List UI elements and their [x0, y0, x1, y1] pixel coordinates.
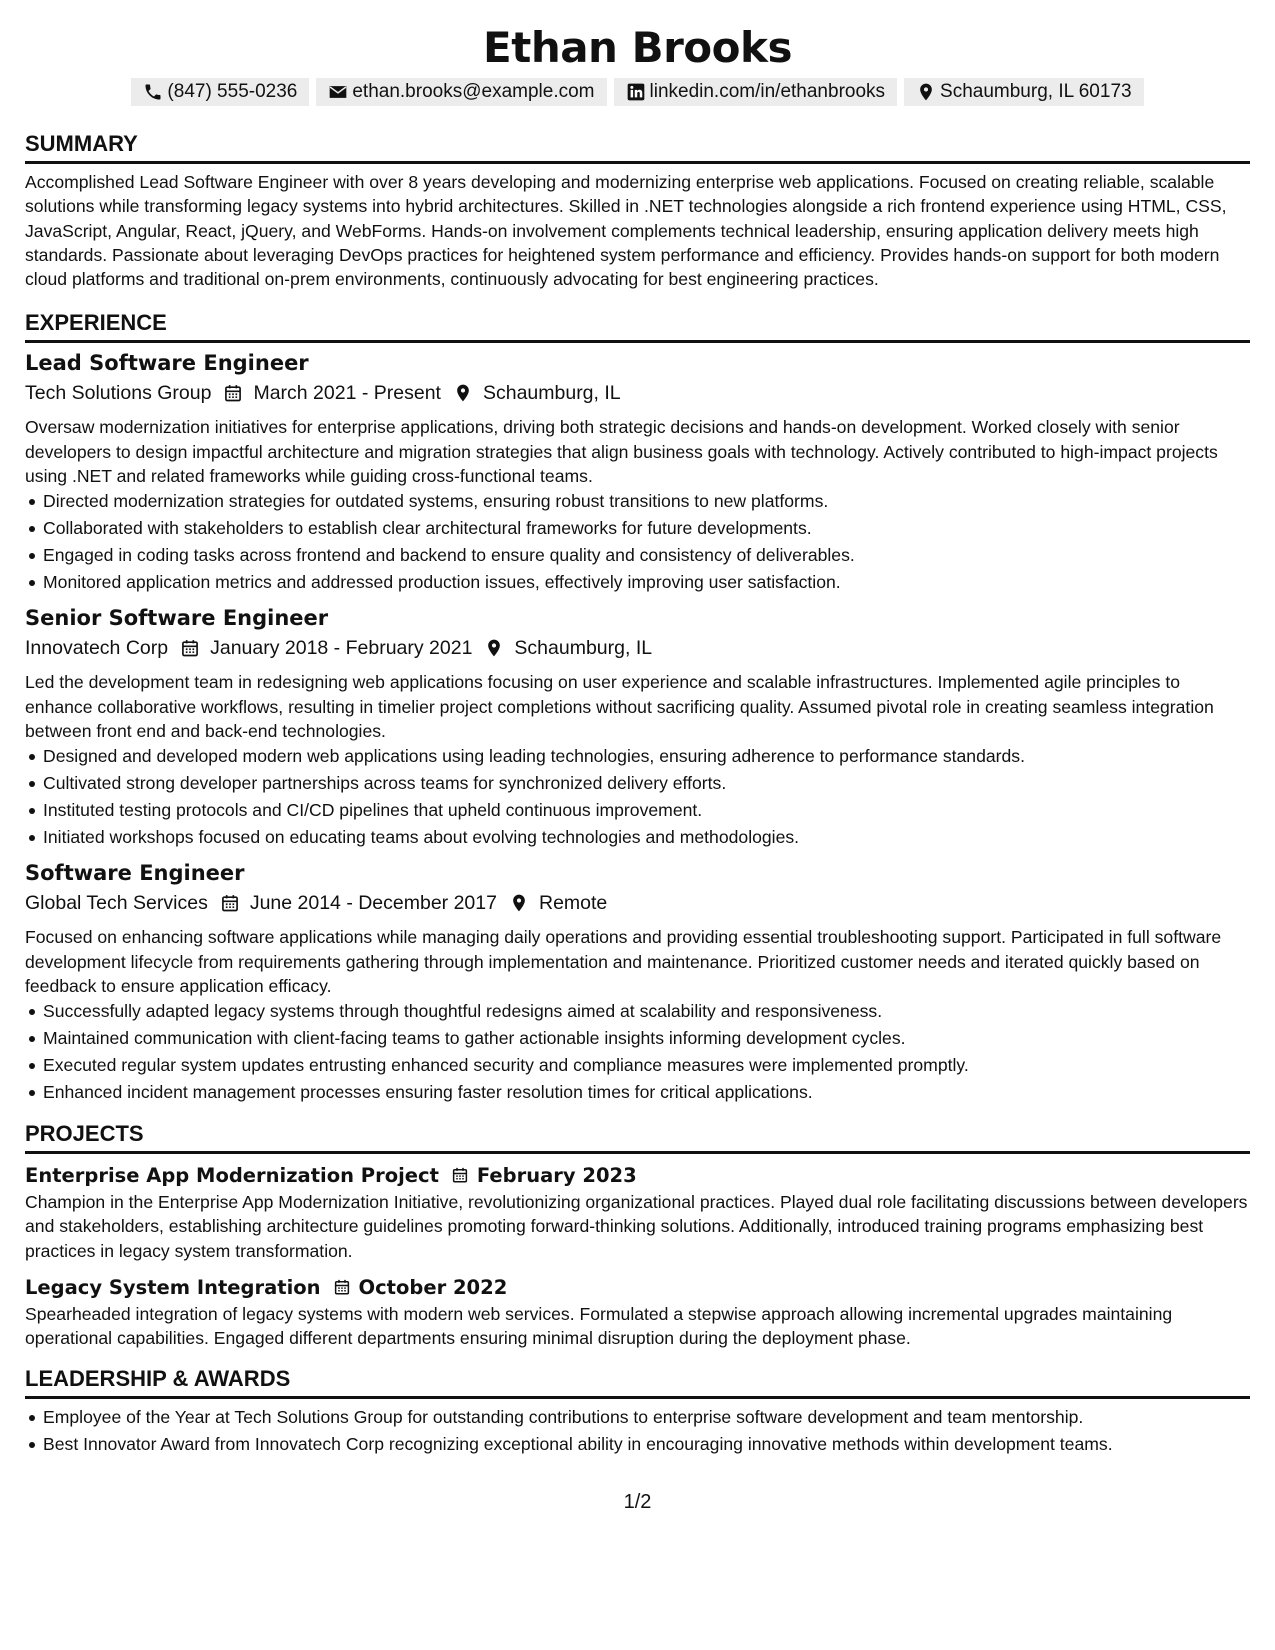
location-text: Schaumburg, IL 60173 [940, 81, 1132, 102]
project-title: Enterprise App Modernization Project [25, 1163, 439, 1187]
list-item: Cultivated strong developer partnerships across teams for synchronized delivery efforts. [43, 770, 1250, 797]
job-bullets [25, 998, 1250, 1106]
job-entry [25, 858, 1250, 1106]
job-title: Senior Software Engineer [25, 606, 329, 631]
leadership-section [25, 1365, 1250, 1458]
project-header [25, 1273, 1250, 1301]
job-title: Software Engineer [25, 861, 245, 886]
list-item: Employee of the Year at Tech Solutions Group for outstanding contributions to enterprise software development and team mentorship. [43, 1404, 1250, 1431]
experience-section [25, 309, 1250, 1106]
job-location: Schaumburg, IL [514, 637, 653, 660]
calendar-icon [223, 383, 243, 403]
job-company: Global Tech Services [25, 892, 208, 915]
list-item: Engaged in coding tasks across frontend and backend to ensure quality and consistency of deliverables. [43, 542, 1250, 569]
project-entry [25, 1273, 1250, 1351]
calendar-icon [333, 1278, 351, 1296]
section-divider [25, 340, 1250, 343]
contact-bar [25, 78, 1250, 106]
email-text: ethan.brooks@example.com [352, 81, 595, 102]
summary-section [25, 130, 1250, 291]
job-description: Led the development team in redesigning web applications focusing on user experience and scalable infrastructures. Implemented agile principles to enhance collaborative workflows, resulting in timelier project completions without sacrificing quality. Assumed pivotal role in creating seamless integration between front end and back-end technologies. [25, 672, 1214, 741]
project-description: Spearheaded integration of legacy systems with modern web services. Formulated a stepwise approach allowing incremental upgrades maintaining operational capabilities. Engaged different departments ensuring minimal disruption during the deployment phase. [25, 1304, 1173, 1349]
job-bullets [25, 743, 1250, 851]
calendar-icon [451, 1166, 469, 1184]
job-meta [25, 378, 1250, 408]
list-item: Executed regular system updates entrusting enhanced security and compliance measures were implemented promptly. [43, 1052, 1250, 1079]
job-title: Lead Software Engineer [25, 351, 309, 376]
list-item: Best Innovator Award from Innovatech Corp recognizing exceptional ability in encouraging innovative methods within development teams. [43, 1431, 1250, 1458]
map-pin-icon [509, 893, 529, 913]
summary-text: Accomplished Lead Software Engineer with over 8 years developing and modernizing enterprise web applications. Focused on creating reliable, scalable solutions while transforming legacy systems into hybrid architectures. Skilled in .NET technologies alongside a rich frontend experience using HTML, CSS, JavaScript, Angular, React, jQuery, and WebForms. Hands-on involvement complements technical leadership, ensuring application delivery meets high standards. Passionate about leveraging DevOps practices for heightened system performance and efficiency. Provides hands-on support for both modern cloud platforms and traditional on-prem environments, continuously advocating for best engineering practices. [25, 172, 1227, 290]
list-item: Initiated workshops focused on educating teams about evolving technologies and methodologies. [43, 824, 1250, 851]
list-item: Directed modernization strategies for outdated systems, ensuring robust transitions to new platforms. [43, 488, 1250, 515]
list-item: Maintained communication with client-facing teams to gather actionable insights informing development cycles. [43, 1025, 1250, 1052]
calendar-icon [220, 893, 240, 913]
list-item: Instituted testing protocols and CI/CD pipelines that upheld continuous improvement. [43, 797, 1250, 824]
job-company: Tech Solutions Group [25, 382, 212, 405]
project-title: Legacy System Integration [25, 1275, 321, 1299]
contact-linkedin[interactable] [614, 78, 898, 106]
job-bullets [25, 488, 1250, 596]
job-dates: March 2021 - Present [253, 382, 441, 405]
job-description: Focused on enhancing software applications while managing daily operations and providing essential troubleshooting support. Participated in full software development lifecycle from requirements gathering through implementation and maintenance. Prioritized customer needs and iterated quickly based on feedback to ensure application efficacy. [25, 927, 1222, 996]
page-number: 1/2 [623, 1491, 652, 1513]
section-divider [25, 1396, 1250, 1399]
list-item: Collaborated with stakeholders to establish clear architectural frameworks for future developments. [43, 515, 1250, 542]
contact-phone[interactable] [131, 78, 309, 106]
map-pin-icon [453, 383, 473, 403]
project-header [25, 1161, 1250, 1189]
job-location: Remote [538, 892, 608, 915]
candidate-name: Ethan Brooks [483, 23, 792, 72]
list-item: Enhanced incident management processes ensuring faster resolution times for critical applications. [43, 1079, 1250, 1106]
job-meta [25, 633, 1250, 663]
section-heading: EXPERIENCE [25, 310, 167, 336]
list-item: Monitored application metrics and addressed production issues, effectively improving user satisfaction. [43, 569, 1250, 596]
job-entry [25, 603, 1250, 851]
job-description: Oversaw modernization initiatives for enterprise applications, driving both strategic decisions and hands-on development. Worked closely with senior developers to design impactful architecture and migration strategies that align business goals with technology. Actively contributed to high-impact projects using .NET and related frameworks while guiding cross-functional teams. [25, 417, 1218, 487]
job-meta [25, 888, 1250, 918]
project-description: Champion in the Enterprise App Modernization Initiative, revolutionizing organizational practices. Played dual role facilitating discussions between developers and stakeholders, establishing architecture guidelines promoting forward-thinking solutions. Additionally, introduced training programs emphasizing best practices in legacy system transformation. [25, 1192, 1248, 1261]
phone-text: (847) 555-0236 [167, 81, 298, 102]
project-date: February 2023 [476, 1163, 637, 1187]
job-dates: January 2018 - February 2021 [210, 637, 473, 660]
job-entry [25, 348, 1250, 596]
linkedin-text: linkedin.com/in/ethanbrooks [649, 81, 886, 102]
map-pin-icon [484, 638, 504, 658]
list-item: Designed and developed modern web applications using leading technologies, ensuring adherence to performance standards. [43, 743, 1250, 770]
project-date: October 2022 [358, 1275, 508, 1299]
section-divider [25, 1151, 1250, 1154]
contact-location [904, 78, 1144, 106]
job-location: Schaumburg, IL [482, 382, 621, 405]
envelope-icon [328, 82, 348, 102]
section-heading: PROJECTS [25, 1121, 144, 1147]
projects-section [25, 1120, 1250, 1350]
section-heading: SUMMARY [25, 131, 138, 156]
linkedin-icon [626, 82, 646, 102]
awards-list [25, 1404, 1250, 1458]
resume-page [25, 0, 1250, 1458]
job-company: Innovatech Corp [25, 637, 169, 660]
job-dates: June 2014 - December 2017 [249, 892, 497, 915]
map-pin-icon [916, 82, 936, 102]
phone-icon [143, 82, 163, 102]
list-item: Successfully adapted legacy systems through thoughtful redesigns aimed at scalability and responsiveness. [43, 998, 1250, 1025]
section-heading: LEADERSHIP & AWARDS [25, 1365, 291, 1391]
section-divider [25, 161, 1250, 164]
contact-email[interactable] [316, 78, 606, 106]
calendar-icon [180, 638, 200, 658]
project-entry [25, 1161, 1250, 1263]
